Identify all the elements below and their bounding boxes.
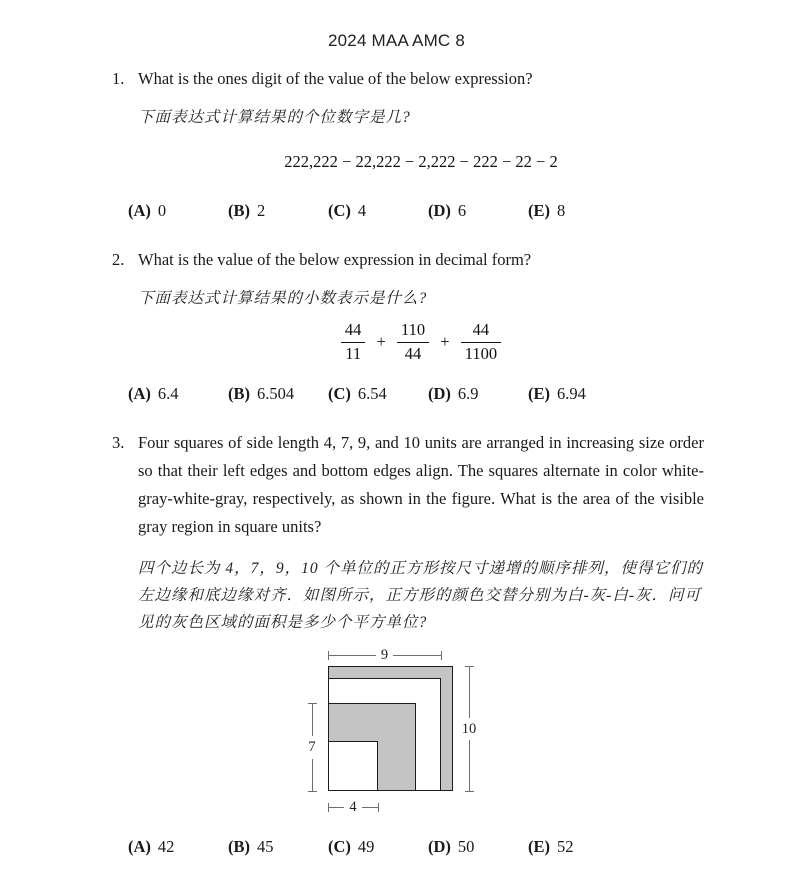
question-1-expression: 222,222 − 22,222 − 2,222 − 222 − 22 − 2 — [284, 152, 558, 171]
choice-b-value: 2 — [257, 201, 266, 220]
choice-d — [428, 201, 528, 221]
choice-d-value: 6.9 — [457, 384, 479, 403]
dimension-top-9 — [328, 649, 442, 662]
fraction-3-numerator: 44 — [472, 320, 490, 339]
choice-b-value: 45 — [257, 837, 274, 856]
choice-e — [528, 384, 586, 404]
dimension-line — [329, 655, 376, 656]
choice-a — [128, 837, 228, 857]
choice-a-value: 6.4 — [157, 384, 179, 403]
choice-c-value: 49 — [357, 837, 375, 856]
dimension-top-label: 9 — [380, 647, 389, 664]
dimension-left-7 — [306, 703, 319, 792]
question-1-text-zh: 下面表达式计算结果的个位数字是几? — [138, 109, 411, 126]
dimension-bottom-4 — [328, 801, 379, 814]
fraction-2-denominator: 44 — [397, 342, 429, 364]
choice-e-value: 52 — [557, 837, 574, 856]
squares-figure — [306, 645, 498, 823]
dimension-right-10 — [463, 666, 476, 792]
question-2-expression — [138, 321, 704, 363]
choice-b-label: (B) — [228, 384, 250, 403]
choice-c-label: (C) — [328, 384, 351, 403]
question-2-number: 2. — [112, 250, 125, 269]
choice-c — [328, 201, 428, 221]
choice-d-value: 50 — [457, 837, 475, 856]
choice-e-value: 6.94 — [557, 384, 586, 403]
question-2-text-zh: 下面表达式计算结果的小数表示是什么? — [138, 290, 428, 307]
choice-c-value: 6.54 — [357, 384, 387, 403]
choice-d-label: (D) — [428, 384, 451, 403]
square-4-white — [328, 741, 378, 791]
fraction-2-numerator: 110 — [400, 320, 426, 339]
choice-e — [528, 201, 565, 221]
choice-c-label: (C) — [328, 837, 351, 856]
choice-e — [528, 837, 574, 857]
choice-b-label: (B) — [228, 837, 250, 856]
choice-b — [228, 384, 328, 404]
choice-d — [428, 384, 528, 404]
question-1-text-en: What is the ones digit of the value of the below expression? — [138, 69, 533, 88]
dimension-left-label: 7 — [308, 739, 316, 756]
choice-c — [328, 837, 428, 857]
dimension-tick — [378, 803, 379, 812]
choice-d — [428, 837, 528, 857]
choice-e-label: (E) — [528, 384, 550, 403]
question-2-line — [112, 246, 704, 274]
dimension-line — [362, 807, 378, 808]
question-1-choices — [128, 201, 793, 221]
choice-d-label: (D) — [428, 201, 451, 220]
dimension-line — [393, 655, 440, 656]
choice-b-label: (B) — [228, 201, 250, 220]
dimension-line — [469, 667, 470, 718]
fraction-3-denominator: 1100 — [461, 342, 501, 364]
choice-a-label: (A) — [128, 837, 151, 856]
choice-a-label: (A) — [128, 384, 151, 403]
choice-c-value: 4 — [357, 201, 367, 220]
choice-e-label: (E) — [528, 201, 550, 220]
question-1-line — [112, 65, 704, 93]
dimension-tick — [308, 791, 317, 792]
question-3-line — [112, 429, 704, 541]
question-1 — [0, 65, 793, 221]
question-3 — [0, 429, 793, 857]
question-3-text-zh: 四个边长为 4，7，9，10 个单位的正方形按尺寸递增的顺序排列，使得它们的左边缘和底边缘对齐．如图所示，正方形的颜色交替分别为白-灰-白-灰．问可见的灰色区域的面积是多少个平方单位? — [138, 560, 704, 631]
dimension-right-label: 10 — [461, 720, 477, 737]
question-2 — [0, 246, 793, 404]
fraction-1-numerator: 44 — [344, 320, 362, 339]
question-3-text-en: Four squares of side length 4, 7, 9, and 10 units are arranged in increasing size order so that their left edges and bottom edges align. The squares alternate in color white-gray-white-gray, respectively, as shown in the figure. What is the area of the visible gray region in square units? — [138, 433, 704, 536]
choice-d-value: 6 — [457, 201, 467, 220]
choice-c — [328, 384, 428, 404]
choice-a-label: (A) — [128, 201, 151, 220]
dimension-line — [312, 704, 313, 736]
choice-a-value: 42 — [157, 837, 175, 856]
dimension-line — [329, 807, 345, 808]
question-3-choices — [128, 837, 793, 857]
choice-e-label: (E) — [528, 837, 550, 856]
dimension-bottom-label: 4 — [349, 799, 357, 816]
choice-a — [128, 384, 228, 404]
dimension-tick — [465, 791, 474, 792]
choice-b — [228, 837, 328, 857]
plus-operator: + — [440, 331, 450, 351]
plus-operator: + — [376, 331, 386, 351]
question-3-number: 3. — [112, 433, 125, 452]
choice-c-label: (C) — [328, 201, 351, 220]
dimension-line — [312, 759, 313, 791]
dimension-line — [469, 740, 470, 791]
fraction-1 — [341, 321, 366, 363]
dimension-tick — [441, 651, 442, 660]
choice-b — [228, 201, 328, 221]
fraction-1-denominator: 11 — [341, 342, 366, 364]
question-2-choices — [128, 384, 793, 404]
choice-b-value: 6.504 — [257, 384, 295, 403]
question-2-text-en: What is the value of the below expression in decimal form? — [138, 250, 532, 269]
question-1-number: 1. — [112, 69, 125, 88]
fraction-3 — [461, 321, 501, 363]
choice-a-value: 0 — [157, 201, 167, 220]
choice-d-label: (D) — [428, 837, 451, 856]
choice-a — [128, 201, 228, 221]
fraction-2 — [397, 321, 429, 363]
page-title: 2024 MAA AMC 8 — [328, 31, 465, 50]
choice-e-value: 8 — [557, 201, 566, 220]
